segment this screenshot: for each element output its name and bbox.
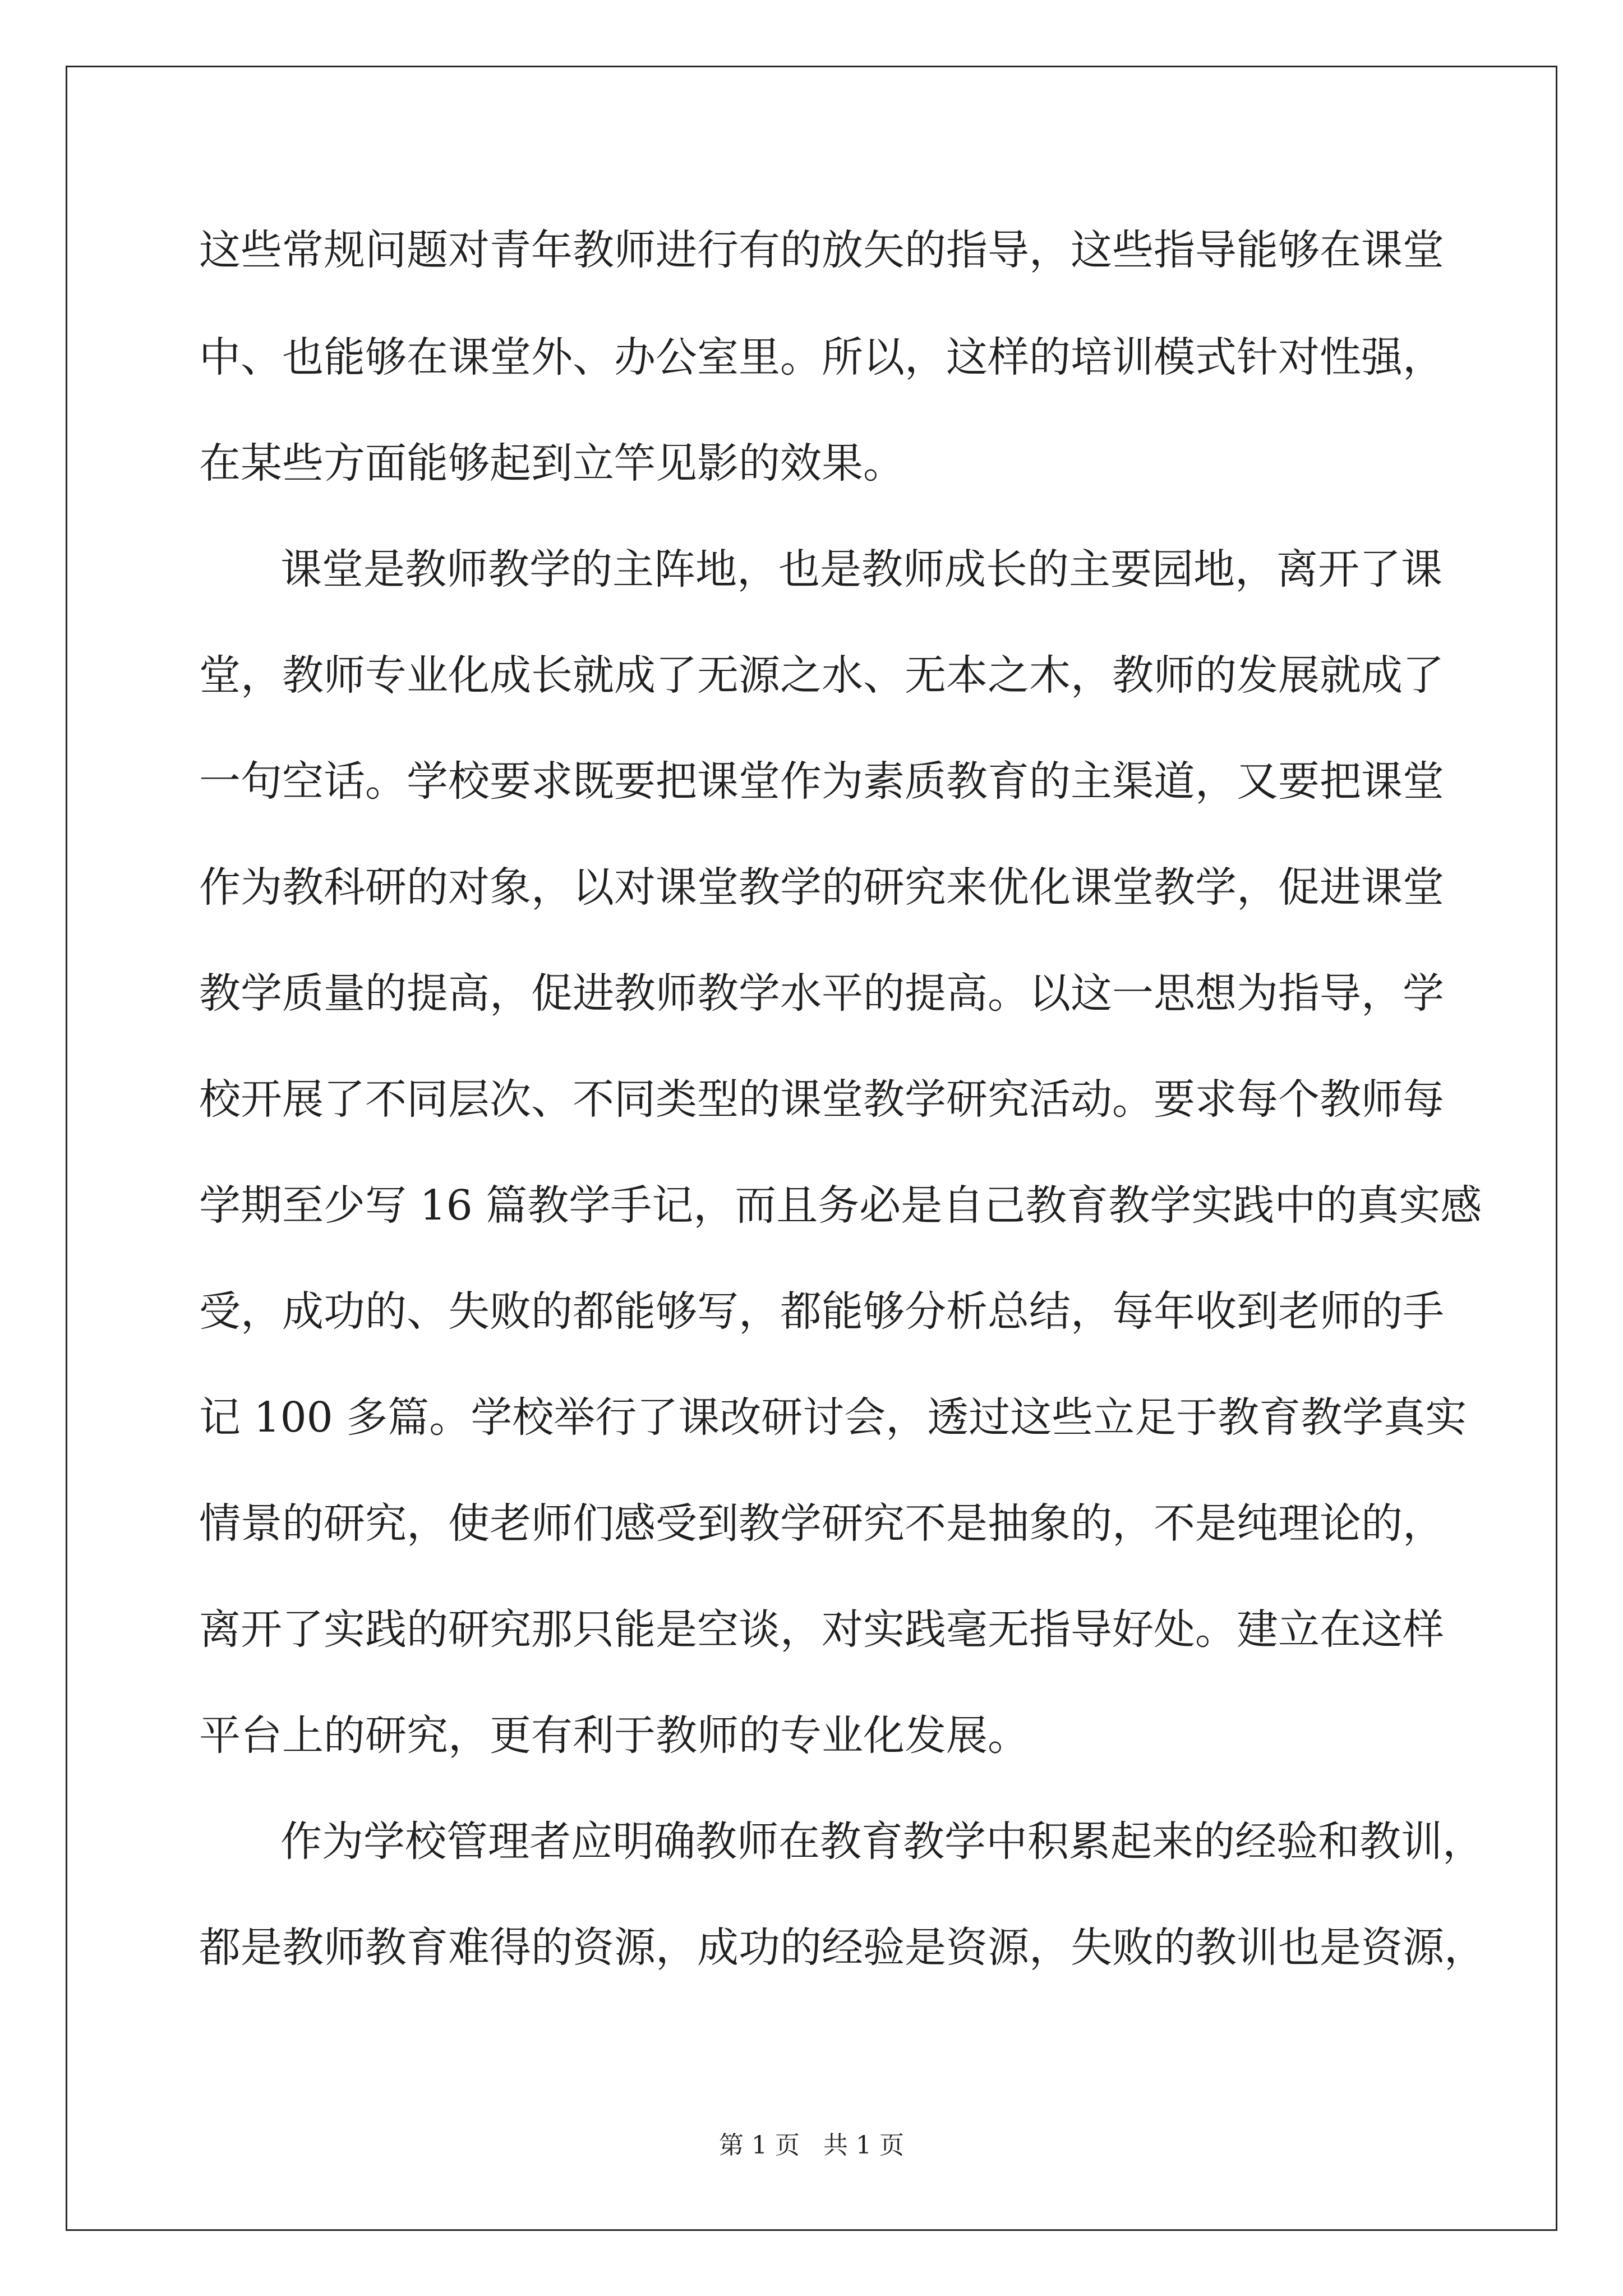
text-line: 堂，教师专业化成长就成了无源之水、无本之木，教师的发展就成了 <box>199 651 1444 700</box>
text-line: 校开展了不同层次、不同类型的课堂教学研究活动。要求每个教师每 <box>199 1075 1444 1124</box>
text-line: 都是教师教育难得的资源，成功的经验是资源，失败的教训也是资源， <box>199 1924 1486 1972</box>
text-line: 平台上的研究，更有利于教师的专业化发展。 <box>199 1711 1029 1760</box>
text-line: 学期至少写 16 篇教学手记，而且务必是自己教育教学实践中的真实感 <box>199 1181 1482 1230</box>
text-line: 离开了实践的研究那只能是空谈，对实践毫无指导好处。建立在这样 <box>199 1605 1444 1654</box>
text-line: 作为学校管理者应明确教师在教育教学中积累起来的经验和教训， <box>280 1818 1484 1866</box>
page-footer: 第 1 页 共 1 页 <box>719 2131 904 2160</box>
text-line: 这些常规问题对青年教师进行有的放矢的指导，这些指导能够在课堂 <box>199 226 1444 274</box>
text-line: 教学质量的提高，促进教师教学水平的提高。以这一思想为指导，学 <box>199 969 1444 1018</box>
text-line: 记 100 多篇。学校举行了课改研讨会，透过这些立足于教育教学真实 <box>199 1393 1467 1442</box>
text-line: 一句空话。学校要求既要把课堂作为素质教育的主渠道，又要把课堂 <box>199 757 1444 806</box>
text-line: 在某些方面能够起到立竿见影的效果。 <box>199 439 905 487</box>
text-line: 课堂是教师教学的主阵地，也是教师成长的主要园地，离开了课 <box>280 545 1442 593</box>
text-line: 情景的研究，使老师们感受到教学研究不是抽象的，不是纯理论的， <box>199 1499 1444 1548</box>
text-line: 中、也能够在课堂外、办公室里。所以，这样的培训模式针对性强， <box>199 333 1444 381</box>
text-line: 作为教科研的对象，以对课堂教学的研究来优化课堂教学，促进课堂 <box>199 863 1444 912</box>
text-line: 受，成功的、失败的都能够写，都能够分析总结，每年收到老师的手 <box>199 1287 1444 1336</box>
